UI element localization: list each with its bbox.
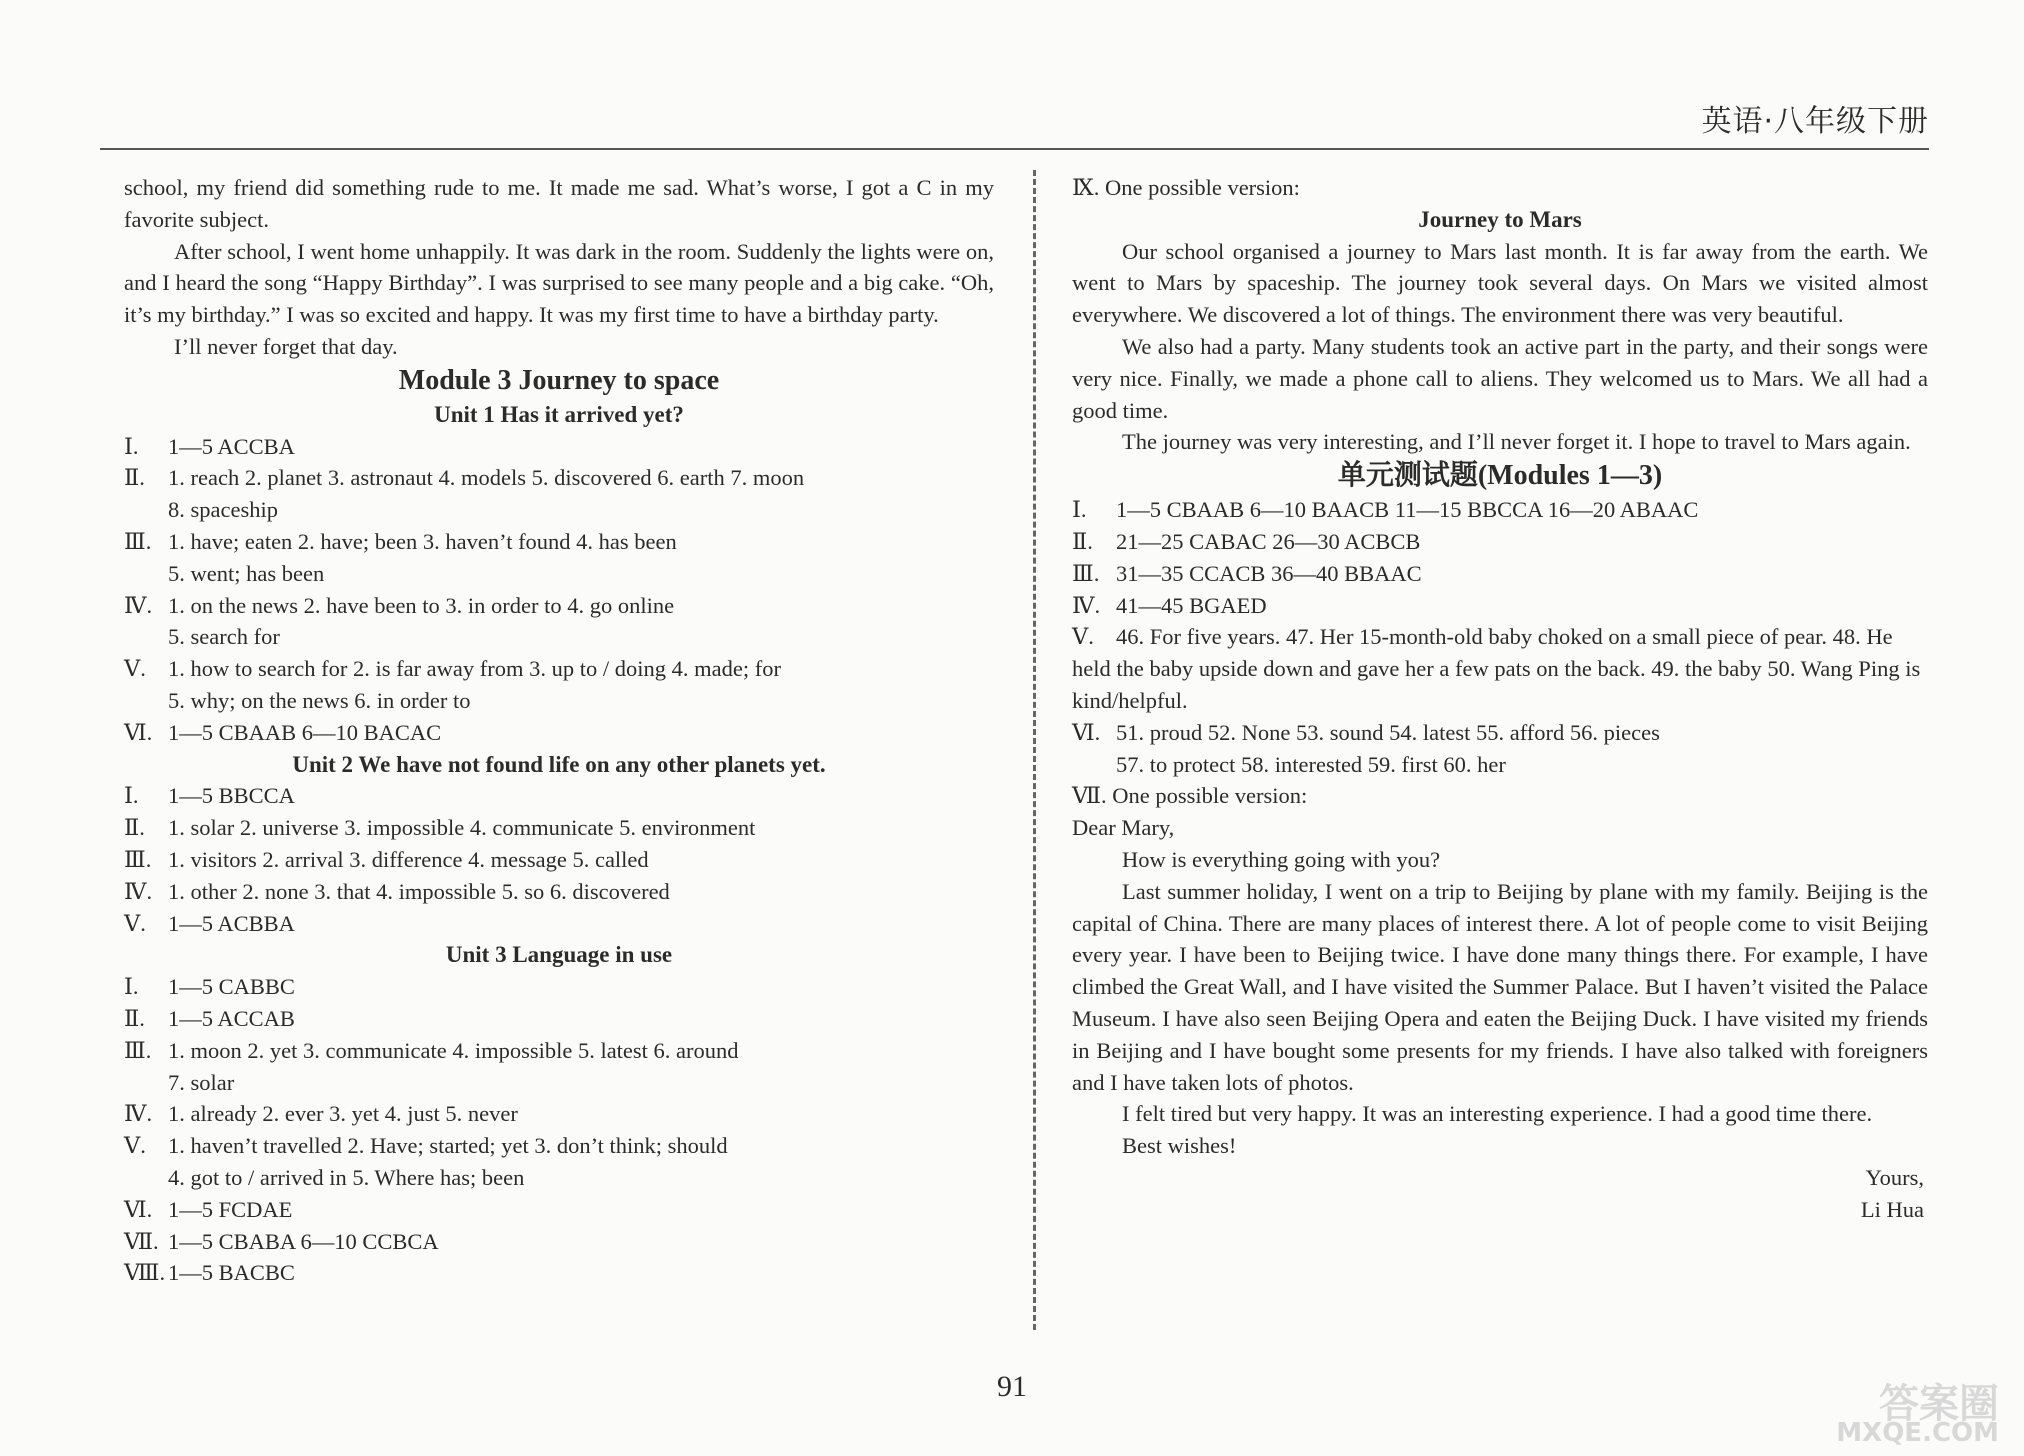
watermark-url: MXQE.COM (1836, 1418, 1999, 1448)
unit3-answers (124, 971, 994, 1289)
letter-paragraph: How is everything going with you? (1122, 846, 1441, 872)
answer-text: 46. For five years. 47. Her 15-month-old baby choked on a small piece of pear. 48. He held the baby upside down and gave her a few pats on the back. 49. the baby 50. Wang Ping is kind/helpful. (1072, 624, 1921, 713)
section-label: Ⅸ. One possible version: (1072, 175, 1300, 200)
answer-line (124, 1035, 994, 1067)
module-title: Module 3 Journey to space (398, 364, 720, 396)
answer-text: 1. visitors 2. arrival 3. difference 4. message 5. called (168, 846, 649, 872)
answer-text: 57. to protect 58. interested 59. first 60. her (1116, 751, 1506, 777)
answer-line (124, 558, 994, 590)
answer-text: 1. how to search for 2. is far away from 3. up to / doing 4. made; for (168, 656, 781, 682)
unit1-answers (124, 431, 994, 749)
answer-text: 5. why; on the news 6. in order to (168, 687, 471, 713)
answer-line (124, 1130, 994, 1162)
answer-line (124, 526, 994, 558)
answer-text: 1—5 CABBC (168, 974, 295, 1000)
answer-line (124, 590, 994, 622)
answer-text: 8. spaceship (168, 497, 278, 523)
answer-line (124, 780, 994, 812)
answer-text: 5. search for (168, 624, 280, 650)
answer-line (124, 717, 994, 749)
unit2-answers (124, 780, 994, 939)
answer-line (124, 1003, 994, 1035)
answer-line (124, 1162, 994, 1194)
answer-text: 1—5 BBCCA (168, 783, 295, 809)
answer-line (124, 431, 994, 463)
section-numeral: Ⅵ. (124, 719, 153, 745)
answer-text: 1. on the news 2. have been to 3. in order to 4. go online (168, 592, 675, 618)
section-numeral: Ⅵ. (1072, 719, 1101, 745)
section-numeral: Ⅳ. (124, 878, 153, 904)
section-numeral: Ⅲ. (124, 1037, 152, 1063)
answer-line (124, 653, 994, 685)
answer-text: 1. already 2. ever 3. yet 4. just 5. never (168, 1101, 518, 1127)
answer-text: 41—45 BGAED (1116, 592, 1267, 618)
section-numeral: Ⅳ. (124, 592, 153, 618)
section-numeral: Ⅱ. (1072, 528, 1093, 554)
essay-paragraph: We also had a party. Many students took an active part in the party, and their songs were very nice. Finally, we made a phone call to aliens. They welcomed us to Mars. We all had a good time. (1072, 333, 1928, 423)
answer-line (124, 812, 994, 844)
essay-paragraph: The journey was very interesting, and I’ll never forget it. I hope to travel to Mars again. (1122, 429, 1911, 455)
letter-greeting: Dear Mary, (1072, 815, 1175, 841)
section-numeral: Ⅰ. (124, 974, 139, 1000)
answer-line (1072, 558, 1928, 590)
essay-title: Journey to Mars (1418, 206, 1582, 232)
right-column (1072, 172, 1928, 1226)
section-numeral: Ⅱ. (124, 1005, 145, 1031)
answer-line (124, 621, 994, 653)
answer-line (1072, 526, 1928, 558)
answer-line (1072, 590, 1928, 622)
section-numeral: Ⅷ. (124, 1260, 166, 1286)
section-numeral: Ⅶ. (124, 1228, 159, 1254)
section-numeral: Ⅲ. (124, 528, 152, 554)
watermark-logo: 答案圈 (1879, 1381, 1999, 1427)
answer-text: 1—5 CBABA 6—10 CCBCA (168, 1228, 439, 1254)
section-numeral: Ⅴ. (124, 656, 146, 682)
answer-line (124, 1067, 994, 1099)
essay-paragraph: I’ll never forget that day. (174, 333, 398, 359)
column-divider (1033, 170, 1036, 1330)
section-label: Ⅶ. One possible version: (1072, 783, 1308, 809)
answer-text: 1—5 CBAAB 6—10 BACAC (168, 719, 442, 745)
unit-title: Unit 3 Language in use (445, 942, 673, 968)
answer-line (124, 971, 994, 1003)
section-numeral: Ⅱ. (124, 815, 145, 841)
answer-text: 7. solar (168, 1069, 235, 1095)
section-numeral: Ⅴ. (1072, 624, 1094, 650)
answer-text: 1. solar 2. universe 3. impossible 4. communicate 5. environment (168, 815, 756, 841)
letter-paragraph: Last summer holiday, I went on a trip to Beijing by plane with my family. Beijing is the capital of China. There are many places of interest there. A lot of people come to visit Beijing every year. I have been to Beijing twice. I have done many things there. For example, I have climbed the Great Wall, and I have visited the Summer Palace. But I haven’t visited the Palace Museum. I have also seen Beijing Opera and eaten the Beijing Duck. I have visited my friends in Beijing and I have bought some presents for my friends. I have also talked with foreigners and I have taken lots of photos. (1072, 878, 1928, 1095)
section-numeral: Ⅰ. (124, 433, 139, 459)
section-numeral: Ⅴ. (124, 910, 146, 936)
letter-yours: Yours, (1865, 1164, 1924, 1190)
answer-line (124, 844, 994, 876)
answer-text: 1. haven’t travelled 2. Have; started; yet 3. don’t think; should (168, 1133, 728, 1159)
answer-text: 51. proud 52. None 53. sound 54. latest 55. afford 56. pieces (1116, 719, 1660, 745)
section-numeral: Ⅵ. (124, 1196, 153, 1222)
letter-closing: Best wishes! (1122, 1133, 1237, 1159)
answer-line (1072, 621, 1928, 716)
answer-text: 1. have; eaten 2. have; been 3. haven’t found 4. has been (168, 528, 677, 554)
answer-line (124, 494, 994, 526)
answer-line (124, 1098, 994, 1130)
unit-title: Unit 2 We have not found life on any other planets yet. (292, 751, 826, 777)
answer-text: 1—5 FCDAE (168, 1196, 293, 1222)
answer-line (1072, 749, 1928, 781)
test-title: 单元测试题(Modules 1—3) (1337, 460, 1663, 492)
section-numeral: Ⅰ. (1072, 497, 1087, 523)
page-header-title: 英语·八年级下册 (1701, 104, 1929, 139)
section-numeral: Ⅰ. (124, 783, 139, 809)
answer-text: 1. reach 2. planet 3. astronaut 4. models 5. discovered 6. earth 7. moon (168, 465, 805, 491)
header-rule (100, 148, 1929, 150)
test-answers (1072, 494, 1928, 780)
left-column (124, 172, 994, 1289)
answer-line (124, 908, 994, 940)
answer-text: 5. went; has been (168, 560, 325, 586)
answer-text: 21—25 CABAC 26—30 ACBCB (1116, 528, 1421, 554)
essay-paragraph: After school, I went home unhappily. It was dark in the room. Suddenly the lights were on, and I heard the song “Happy Birthday”. I was surprised to see many people and a big cake. “Oh, it’s my birthday.” I was so excited and happy. It was my first time to have a birthday party. (124, 238, 994, 328)
page-number: 91 (997, 1370, 1027, 1403)
answer-line (1072, 717, 1928, 749)
section-numeral: Ⅲ. (1072, 560, 1100, 586)
answer-line (124, 876, 994, 908)
answer-line (124, 1194, 994, 1226)
answer-line (124, 685, 994, 717)
answer-text: 1—5 ACCBA (168, 433, 295, 459)
section-numeral: Ⅲ. (124, 846, 152, 872)
answer-text: 1. moon 2. yet 3. communicate 4. impossible 5. latest 6. around (168, 1037, 739, 1063)
section-numeral: Ⅴ. (124, 1133, 146, 1159)
answer-line (124, 1257, 994, 1289)
answer-line (124, 462, 994, 494)
letter-paragraph: I felt tired but very happy. It was an interesting experience. I had a good time there. (1122, 1101, 1873, 1127)
section-numeral: Ⅳ. (1072, 592, 1101, 618)
answer-text: 4. got to / arrived in 5. Where has; been (168, 1164, 525, 1190)
answer-text: 1—5 CBAAB 6—10 BAACB 11—15 BBCCA 16—20 ABAAC (1116, 497, 1699, 523)
answer-text: 1—5 BACBC (168, 1260, 295, 1286)
answer-text: 1—5 ACCAB (168, 1005, 295, 1031)
answer-text: 1—5 ACBBA (168, 910, 295, 936)
answer-line (124, 1226, 994, 1258)
section-numeral: Ⅳ. (124, 1101, 153, 1127)
answer-text: 31—35 CCACB 36—40 BBAAC (1116, 560, 1422, 586)
answer-line (1072, 494, 1928, 526)
letter-signature: Li Hua (1860, 1196, 1924, 1222)
essay-paragraph: Our school organised a journey to Mars last month. It is far away from the earth. We went to Mars by spaceship. The journey took several days. On Mars we visited almost everywhere. We discovered a lot of things. The environment there was very beautiful. (1072, 238, 1928, 328)
answer-text: 1. other 2. none 3. that 4. impossible 5. so 6. discovered (168, 878, 670, 904)
unit-title: Unit 1 Has it arrived yet? (434, 401, 684, 427)
essay-paragraph: school, my friend did something rude to me. It made me sad. What’s worse, I got a C in my favorite subject. (124, 175, 994, 232)
section-numeral: Ⅱ. (124, 465, 145, 491)
